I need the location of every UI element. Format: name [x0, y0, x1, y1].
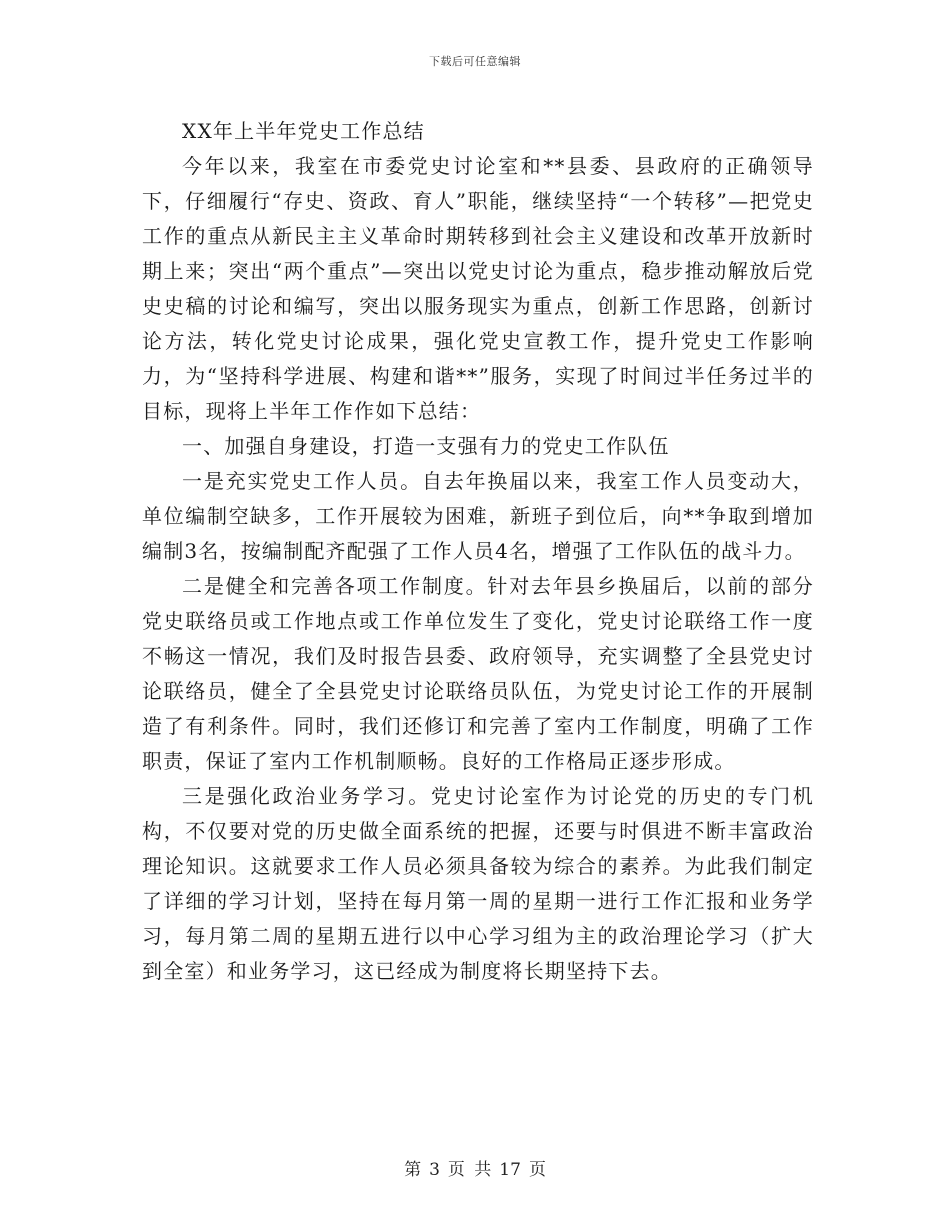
paragraph-staffing: 一是充实党史工作人员。自去年换届以来，我室工作人员变动大，单位编制空缺多，工作开展较为困难，新班子到位后，向**争取到增加编制3名，按编制配齐配强了工作人员4名，增强了工作队伍的战斗力。: [142, 469, 814, 563]
header-note: 下载后可任意编辑: [429, 55, 521, 68]
paragraph-study: 三是强化政治业务学习。党史讨论室作为讨论党的历史的专门机构，不仅要对党的历史做全面系统的把握，还要与时俱进不断丰富政治理论知识。这就要求工作人员必须具备较为综合的素养。为此我们制定了详细的学习计划，坚持在每月第一周的星期一进行工作汇报和业务学习，每月第二周的星期五进行以中心学习组为主的政治理论学习（扩大到全室）和业务学习，这已经成为制度将长期坚持下去。: [142, 784, 814, 983]
paragraph-intro: 今年以来，我室在市委党史讨论室和**县委、县政府的正确领导下，仔细履行“存史、资政、育人”职能，继续坚持“一个转移”—把党史工作的重点从新民主主义革命时期转移到社会主义建设和改革开放新时期上来；突出“两个重点”—突出以党史讨论为重点，稳步推动解放后党史史稿的讨论和编写，突出以服务现实为重点，创新工作思路，创新讨论方法，转化党史讨论成果，强化党史宣教工作，提升党史工作影响力，为“坚持科学进展、构建和谐**”服务，实现了时间过半任务过半的目标，现将上半年工作作如下总结：: [142, 154, 814, 423]
document-title: XX年上半年党史工作总结: [182, 119, 425, 143]
paragraph-systems: 二是健全和完善各项工作制度。针对去年县乡换届后，以前的部分党史联络员或工作地点或工作单位发生了变化，党史讨论联络工作一度不畅这一情况，我们及时报告县委、政府领导，充实调整了全县党史讨论联络员，健全了全县党史讨论联络员队伍，为党史讨论工作的开展制造了有利条件。同时，我们还修订和完善了室内工作制度，明确了工作职责，保证了室内工作机制顺畅。良好的工作格局正逐步形成。: [142, 574, 814, 773]
footer-suffix: 页: [528, 1160, 546, 1180]
document-body: [142, 114, 814, 989]
page-footer: [0, 1155, 950, 1180]
footer-middle: 页 共: [447, 1160, 492, 1180]
footer-prefix: 第: [404, 1160, 422, 1180]
footer-total-pages: 17: [499, 1160, 521, 1180]
footer-page-number: 3: [429, 1160, 440, 1180]
section-heading-1: 一、加强自身建设，打造一支强有力的党史工作队伍: [182, 434, 670, 458]
